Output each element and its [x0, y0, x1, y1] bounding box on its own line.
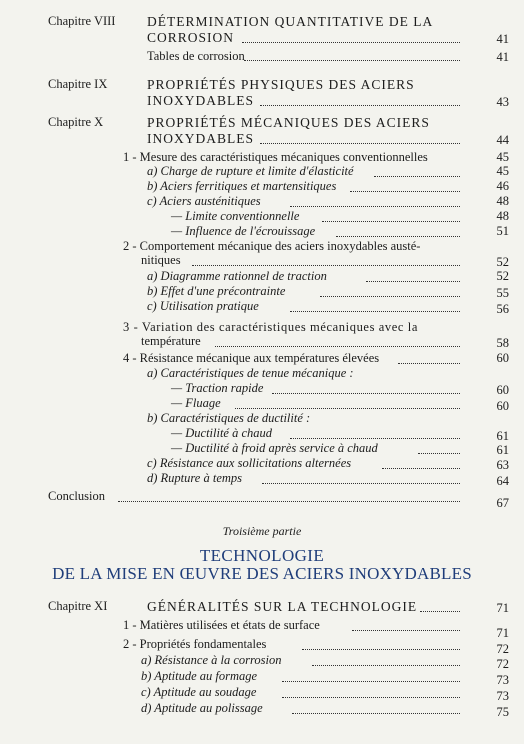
- section-10-4b-item2-page: 61: [496, 443, 509, 457]
- part-label: Troisième partie: [222, 524, 302, 538]
- section-10-4c-page: 63: [496, 458, 509, 472]
- dot-leader: [322, 211, 460, 222]
- dot-leader: [192, 255, 460, 266]
- section-10-2a-page: 52: [496, 269, 509, 283]
- dot-leader: [244, 50, 460, 61]
- section-10-1c: c) Aciers austénitiques: [147, 194, 261, 208]
- part-title-line1: TECHNOLOGIE: [199, 546, 325, 565]
- dot-leader: [420, 601, 460, 612]
- section-10-1c-item1: — Limite conventionnelle: [171, 209, 300, 223]
- section-10-2-line1: 2 - Comportement mécanique des aciers inoxydables austé-: [123, 239, 421, 253]
- section-11-2b: b) Aptitude au formage: [141, 669, 258, 683]
- section-10-4a-item1: — Traction rapide: [171, 381, 264, 395]
- chapter-9-title-line1: PROPRIÉTÉS PHYSIQUES DES ACIERS: [147, 77, 415, 92]
- dot-leader: [290, 428, 460, 439]
- chapter-10-label: Chapitre X: [48, 115, 104, 129]
- section-10-1a-page: 45: [496, 164, 509, 178]
- section-10-1a: a) Charge de rupture et limite d'élasticité: [147, 164, 354, 178]
- section-10-4d-page: 64: [496, 474, 509, 488]
- section-11-2a: a) Résistance à la corrosion: [141, 653, 282, 667]
- chapter-9-label: Chapitre IX: [48, 77, 108, 91]
- chapter-8-title-line1: DÉTERMINATION QUANTITATIVE DE LA: [147, 14, 434, 29]
- chapter-8-label: Chapitre VIII: [48, 14, 116, 28]
- section-11-2c-page: 73: [496, 689, 509, 703]
- chapter-11-page: 71: [496, 601, 509, 615]
- chapter-10-title-line2: INOXYDABLES: [147, 131, 254, 146]
- conclusion-page: 67: [496, 496, 509, 510]
- section-11-1: 1 - Matières utilisées et états de surface: [123, 618, 320, 632]
- section-10-2-page: 52: [496, 255, 509, 269]
- part-title-line2: DE LA MISE EN ŒUVRE DES ACIERS INOXYDABLES: [52, 564, 472, 583]
- section-10-1-page: 45: [496, 150, 509, 164]
- dot-leader: [290, 196, 460, 207]
- section-10-4a-item2: — Fluage: [171, 396, 221, 410]
- dot-leader: [382, 458, 460, 469]
- section-11-2d: d) Aptitude au polissage: [141, 701, 263, 715]
- section-10-2c-page: 56: [496, 302, 509, 316]
- dot-leader: [366, 271, 460, 282]
- section-10-3-page: 58: [496, 336, 509, 350]
- chapter-9-page: 43: [496, 95, 509, 109]
- section-10-4a-item2-page: 60: [496, 399, 509, 413]
- dot-leader: [290, 301, 460, 312]
- section-10-4-page: 60: [496, 351, 509, 365]
- dot-leader: [398, 353, 460, 364]
- chapter-11-title: GÉNÉRALITÉS SUR LA TECHNOLOGIE: [147, 599, 418, 614]
- section-10-4d: d) Rupture à temps: [147, 471, 243, 485]
- chapter-8-title-line2: CORROSION: [147, 30, 235, 45]
- dot-leader: [350, 181, 460, 192]
- dot-leader: [260, 95, 460, 106]
- chapter-8-subtitle-page: 41: [496, 50, 509, 64]
- dot-leader: [292, 703, 460, 714]
- dot-leader: [302, 639, 460, 650]
- section-10-1b-page: 46: [496, 179, 509, 193]
- dot-leader: [312, 655, 460, 666]
- section-10-1c-item1-page: 48: [496, 209, 509, 223]
- section-10-4a-item1-page: 60: [496, 383, 509, 397]
- dot-leader: [418, 443, 460, 454]
- chapter-10-page: 44: [496, 133, 509, 147]
- section-10-1c-item2-page: 51: [496, 224, 509, 238]
- section-11-2b-page: 73: [496, 673, 509, 687]
- dot-leader: [374, 166, 460, 177]
- section-10-2b: b) Effet d'une précontrainte: [147, 284, 286, 298]
- section-10-4c: c) Résistance aux sollicitations alternées: [147, 456, 352, 470]
- section-10-4b-item2: — Ductilité à froid après service à chaud: [171, 441, 378, 455]
- section-10-4b-item1-page: 61: [496, 429, 509, 443]
- section-11-1-page: 71: [496, 626, 509, 640]
- dot-leader: [215, 336, 460, 347]
- dot-leader: [118, 491, 460, 502]
- section-10-4b-item1: — Ductilité à chaud: [171, 426, 273, 440]
- section-10-1c-page: 48: [496, 194, 509, 208]
- chapter-10-title-line1: PROPRIÉTÉS MÉCANIQUES DES ACIERS: [147, 115, 430, 130]
- section-11-2d-page: 75: [496, 705, 509, 719]
- dot-leader: [262, 473, 460, 484]
- section-11-2-page: 72: [496, 642, 509, 656]
- conclusion-label: Conclusion: [48, 489, 105, 503]
- section-11-2: 2 - Propriétés fondamentales: [123, 637, 267, 651]
- section-11-2a-page: 72: [496, 657, 509, 671]
- section-10-4: 4 - Résistance mécanique aux températures élevées: [123, 351, 380, 365]
- dot-leader: [282, 687, 460, 698]
- chapter-11-label: Chapitre XI: [48, 599, 108, 613]
- dot-leader: [260, 133, 460, 144]
- section-10-2c: c) Utilisation pratique: [147, 299, 259, 313]
- section-11-2c: c) Aptitude au soudage: [141, 685, 257, 699]
- section-10-4b: b) Caractéristiques de ductilité :: [147, 411, 311, 425]
- section-10-1c-item2: — Influence de l'écrouissage: [171, 224, 316, 238]
- section-10-3-line1: 3 - Variation des caractéristiques mécaniques avec la: [123, 320, 418, 334]
- chapter-8-page: 41: [496, 32, 509, 46]
- dot-leader: [242, 32, 460, 43]
- section-10-1: 1 - Mesure des caractéristiques mécaniques conventionnelles: [123, 150, 428, 164]
- section-10-2-line2: nitiques: [141, 253, 181, 267]
- dot-leader: [272, 383, 460, 394]
- dot-leader: [235, 398, 460, 409]
- dot-leader: [282, 671, 460, 682]
- section-10-3-line2: température: [141, 334, 201, 348]
- dot-leader: [336, 226, 460, 237]
- dot-leader: [320, 286, 460, 297]
- chapter-8-subtitle: Tables de corrosion: [147, 49, 245, 63]
- section-10-4a: a) Caractéristiques de tenue mécanique :: [147, 366, 354, 380]
- dot-leader: [352, 620, 460, 631]
- section-10-2b-page: 55: [496, 286, 509, 300]
- section-10-2a: a) Diagramme rationnel de traction: [147, 269, 327, 283]
- chapter-9-title-line2: INOXYDABLES: [147, 93, 254, 108]
- section-10-1b: b) Aciers ferritiques et martensitiques: [147, 179, 337, 193]
